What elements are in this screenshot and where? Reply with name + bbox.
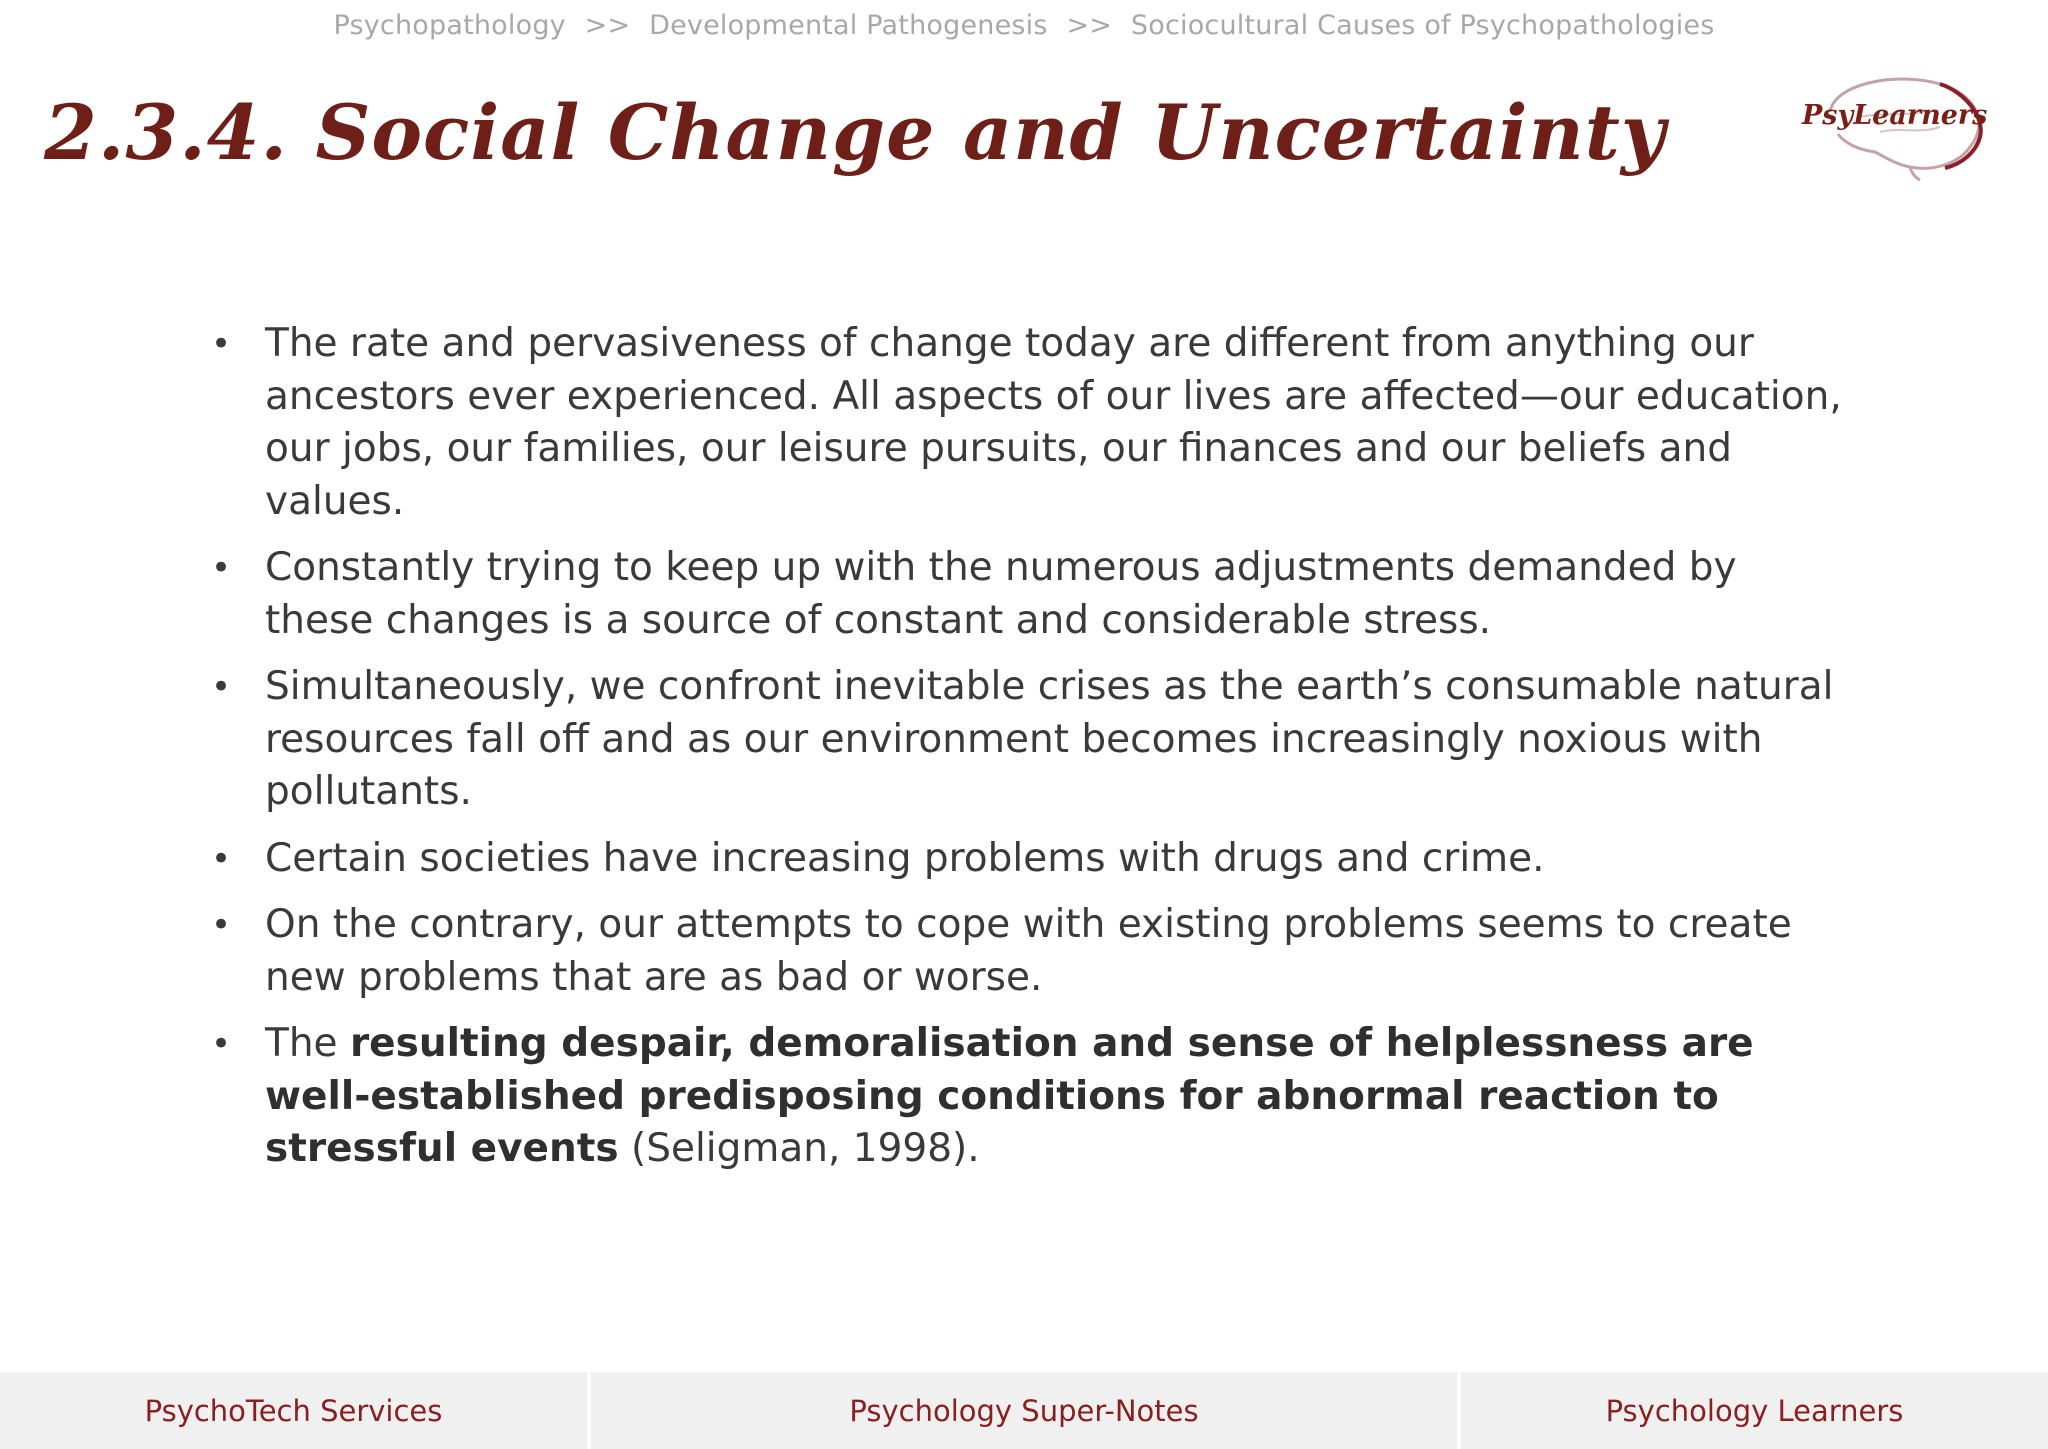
logo-text: PsyLearners (1802, 100, 1988, 131)
bullet-text-bold: resulting despair, demoralisation and sense of helplessness are well-established predisposing conditions for abnormal reaction to stressful events (265, 1021, 1754, 1171)
list-item (205, 318, 1845, 528)
bullet-icon: • (211, 1024, 232, 1064)
bullet-text: The rate and pervasiveness of change today are different from anything our ancestors ever experienced. All aspects of our lives are affected—our education, our jobs, our families, our leisure pursuits, our finances and our beliefs and values. (265, 321, 1842, 524)
bullet-icon: • (211, 667, 232, 707)
page-title: 2.3.4. Social Change and Uncertainty (44, 88, 1667, 177)
bullet-text: Simultaneously, we confront inevitable crises as the earth’s consumable natural resources fall off and as our environment becomes increasingly noxious with pollutants. (265, 664, 1834, 814)
bullet-icon: • (211, 905, 232, 945)
breadcrumb-item-psychopathology[interactable]: Psychopathology (333, 10, 566, 41)
breadcrumb-item-sociocultural-causes[interactable]: Sociocultural Causes of Psychopathologies (1130, 10, 1715, 41)
bullet-text: On the contrary, our attempts to cope with existing problems seems to create new problems that are as bad or worse. (265, 902, 1792, 1000)
breadcrumb-separator: >> (1066, 10, 1113, 41)
list-item (205, 542, 1845, 647)
list-item (205, 833, 1845, 886)
list-item (205, 899, 1845, 1004)
breadcrumb-item-developmental-pathogenesis[interactable]: Developmental Pathogenesis (649, 10, 1048, 41)
psylearners-logo[interactable] (1790, 72, 1990, 182)
bullet-list (205, 318, 1845, 1190)
list-item (205, 1018, 1845, 1176)
footer-link-psychotech-services[interactable]: PsychoTech Services (0, 1372, 587, 1449)
footer (0, 1372, 2048, 1449)
bullet-text: Constantly trying to keep up with the numerous adjustments demanded by these changes is a source of constant and considerable stress. (265, 545, 1737, 643)
bullet-icon: • (211, 548, 232, 588)
footer-link-psychology-learners[interactable]: Psychology Learners (1461, 1372, 2048, 1449)
bullet-icon: • (211, 838, 232, 879)
bullet-text: Certain societies have increasing problems with drugs and crime. (265, 835, 1545, 881)
bullet-text-suffix: (Seligman, 1998). (618, 1126, 980, 1171)
list-item (205, 661, 1845, 819)
bullet-icon: • (211, 324, 232, 364)
breadcrumb (0, 10, 2048, 41)
breadcrumb-separator: >> (584, 10, 631, 41)
bullet-text-prefix: The (265, 1021, 350, 1066)
footer-link-psychology-super-notes[interactable]: Psychology Super-Notes (591, 1372, 1457, 1449)
